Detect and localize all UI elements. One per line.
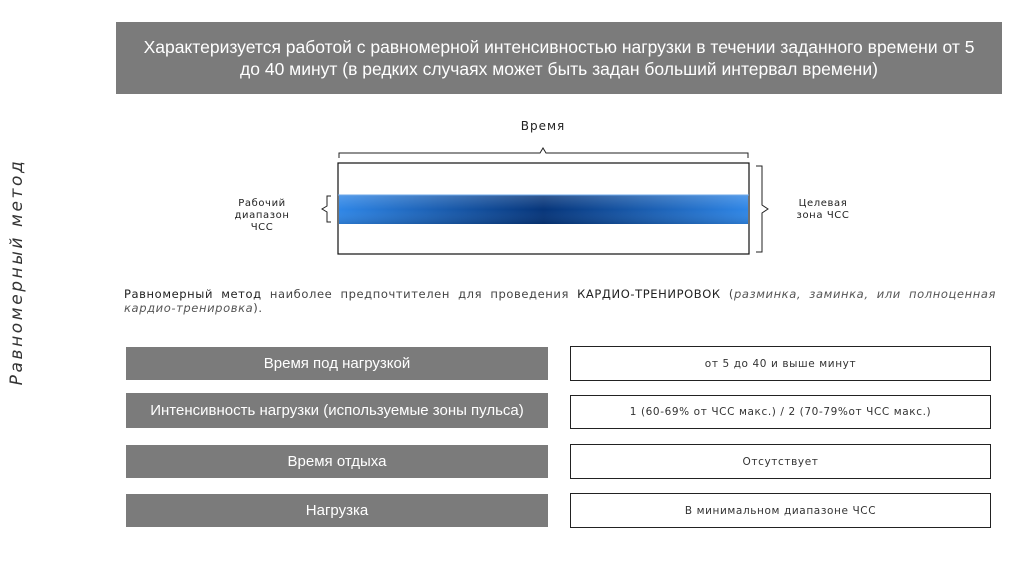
- row-label-text: Время отдыха: [287, 452, 387, 470]
- work-band-shade: [339, 195, 748, 224]
- desc-emphasis: КАРДИО-ТРЕНИРОВОК: [577, 287, 721, 301]
- row-value-text: от 5 до 40 и выше минут: [704, 357, 857, 370]
- side-title: Равномерный метод: [7, 158, 27, 386]
- target-zone-brace: [756, 166, 768, 252]
- row-label-intensity: [126, 393, 548, 428]
- row-value-load-time: [570, 346, 991, 381]
- method-description: [124, 287, 996, 315]
- target-zone-label: Целевая зона ЧСС: [796, 198, 850, 221]
- row-value-text: 1 (60-69% от ЧСС макс.) / 2 (70-79%от ЧСС макс.): [629, 406, 932, 418]
- time-brace: [339, 148, 748, 158]
- work-range-label: Рабочий диапазон ЧСС: [234, 198, 290, 233]
- row-value-rest-time: [570, 444, 991, 479]
- desc-examples: разминка, заминка, или полноценная кардио-тренировка: [124, 287, 996, 315]
- row-label-text: Нагрузка: [305, 501, 369, 519]
- row-label-load: [126, 494, 548, 527]
- row-label-rest-time: [126, 445, 548, 478]
- desc-close: ).: [253, 301, 263, 315]
- desc-middle: наиболее предпочтителен для проведения: [261, 287, 578, 301]
- row-label-text: Интенсивность нагрузки (используемые зоны пульса): [150, 401, 524, 419]
- row-value-load: [570, 493, 991, 528]
- time-label: Время: [520, 119, 566, 133]
- row-label-load-time: [126, 347, 548, 380]
- header-text: Характеризуется работой с равномерной интенсивностью нагрузки в течении заданного времени от 5 до 40 минут (в редких случаях может быть задан больший интервал времени): [143, 37, 975, 79]
- desc-term: Равномерный метод: [124, 287, 262, 301]
- desc-open: (: [720, 287, 734, 301]
- row-value-intensity: [570, 395, 991, 429]
- row-label-text: Время под нагрузкой: [263, 354, 411, 372]
- work-range-brace: [322, 196, 331, 222]
- row-value-text: В минимальном диапазоне ЧСС: [684, 504, 877, 517]
- row-value-text: Отсутствует: [742, 455, 819, 468]
